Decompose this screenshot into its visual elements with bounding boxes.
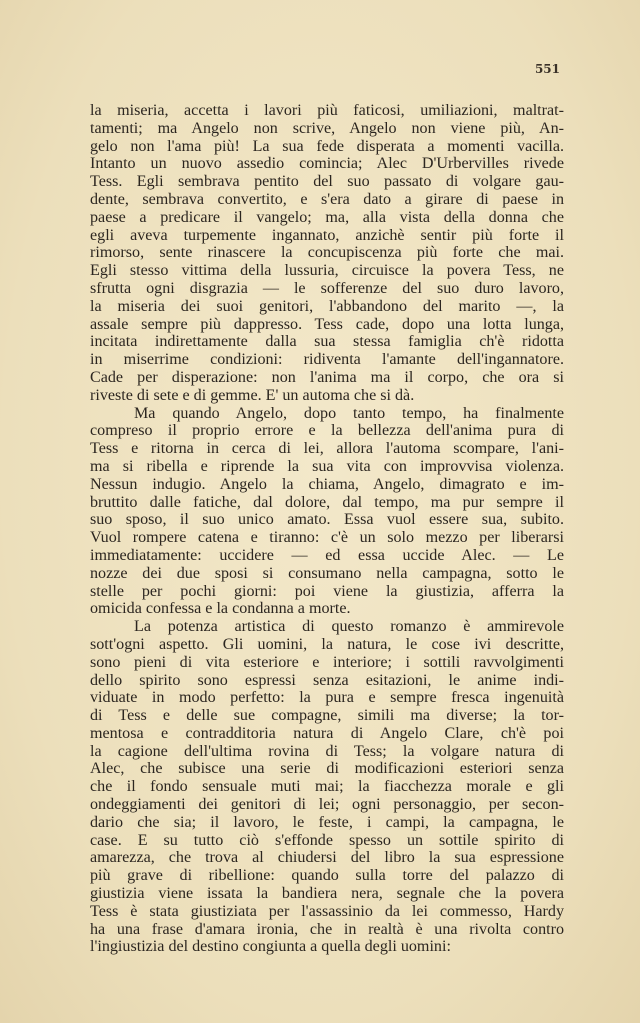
text-line: ondeggiamenti dei genitori di lei; ogni personaggio, per secon- (90, 796, 564, 814)
text-line: dario che sia; il lavoro, le feste, i campi, la campagna, le (90, 813, 564, 831)
text-line: la cagione dell'ultima rovina di Tess; la volgare natura di (90, 742, 564, 760)
page-number: 551 (534, 62, 560, 76)
text-line: compreso il proprio errore e la bellezza dell'anima pura di (90, 422, 564, 440)
text-line: mentosa e contradditoria natura di Angelo Clare, ch'è poi (90, 724, 564, 742)
text-line: Tess e ritorna in cerca di lei, allora l'automa scompare, l'ani- (90, 440, 564, 458)
text-line: dello spirito sono espressi senza esitazioni, le anime indi- (90, 671, 564, 689)
text-line: case. E su tutto ciò s'effonde spesso un sottile spirito di (90, 831, 564, 849)
text-line: La potenza artistica di questo romanzo è ammirevole (134, 618, 564, 636)
body-text (90, 102, 564, 956)
text-line: Egli stesso vittima della lussuria, circuisce la povera Tess, ne (90, 262, 564, 280)
text-line: paese a predicare il vangelo; ma, alla vista della donna che (90, 208, 564, 226)
text-line: Cade per disperazione: non l'anima ma il corpo, che ora si (90, 368, 564, 386)
text-line: più grave di ribellione: quando sulla torre del palazzo di (90, 867, 564, 885)
text-line: ha una frase d'amara ironia, che in realtà è una rivolta contro (90, 920, 564, 938)
text-line: Alec, che subisce una serie di modificazioni esteriori senza (90, 760, 564, 778)
text-line: di Tess e delle sue compagne, simili ma diverse; la tor- (90, 707, 564, 725)
text-line: Vuol rompere catena e tiranno: c'è un solo mezzo per liberarsi (90, 529, 564, 547)
text-line: in miserrime condizioni: ridiventa l'amante dell'ingannatore. (90, 351, 564, 369)
text-line: incitata indirettamente dalla sua stessa famiglia ch'è ridotta (90, 333, 564, 351)
text-line: dente, sembrava convertito, e s'era dato a girare di paese in (90, 190, 564, 208)
text-line: la miseria, accetta i lavori più faticosi, umiliazioni, maltrat- (90, 102, 564, 119)
text-line: che il fondo sensuale muti mai; la fiacchezza morale e gli (90, 778, 564, 796)
text-line: Tess è stata giustiziata per l'assassinio da lei commesso, Hardy (90, 902, 564, 920)
text-line: Tess. Egli sembrava pentito del suo passato di volgare gau- (90, 173, 564, 191)
text-line: amarezza, che trova al chiudersi del libro la sua espressione (90, 849, 564, 867)
text-line: rimorso, sente rinascere la concupiscenza più forte che mai. (90, 244, 564, 262)
paragraph (90, 102, 564, 405)
text-line: sott'ogni aspetto. Gli uomini, la natura, le cose ivi descritte, (90, 635, 564, 653)
paragraph (90, 618, 564, 956)
text-line: tamenti; ma Angelo non scrive, Angelo non viene più, An- (90, 119, 564, 137)
text-line: ma si ribella e riprende la sua vita con improvvisa violenza. (90, 457, 564, 475)
paragraph (90, 405, 564, 619)
text-line: l'ingiustizia del destino congiunta a quella degli uomini: (90, 938, 451, 956)
text-line: egli aveva turpemente ingannato, anzichè sentir più forte il (90, 226, 564, 244)
text-line: omicida confessa e la condanna a morte. (90, 600, 351, 618)
text-line: la miseria dei suoi genitori, l'abbandono del marito —, la (90, 297, 564, 315)
text-line: stelle per pochi giorni: poi viene la giustizia, afferra la (90, 582, 564, 600)
text-line: immediatamente: uccidere — ed essa uccide Alec. — Le (90, 546, 564, 564)
text-line: bruttito dalle fatiche, dal dolore, dal tempo, ma pur sempre il (90, 493, 564, 511)
text-line: sfrutta ogni disgrazia — le sofferenze del suo duro lavoro, (90, 279, 564, 297)
text-line: Nessun indugio. Angelo la chiama, Angelo, dimagrato e im- (90, 475, 564, 493)
text-line: suo sposo, il suo unico amato. Essa vuol essere sua, subito. (90, 511, 564, 529)
text-line: Intanto un nuovo assedio comincia; Alec D'Urbervilles rivede (90, 155, 564, 173)
text-line: riveste di sete e di gemme. E' un automa che si dà. (90, 386, 415, 404)
text-line: gelo non l'ama più! La sua fede disperata a momenti vacilla. (90, 137, 564, 155)
text-line: giustizia viene issata la bandiera nera, segnale che la povera (90, 885, 564, 903)
text-line: nozze dei due sposi si consumano nella campagna, sotto le (90, 564, 564, 582)
text-line: sono pieni di vita esteriore e interiore; i sottili ravvolgimenti (90, 653, 564, 671)
text-line: assale sempre più dappresso. Tess cade, dopo una lotta lunga, (90, 315, 564, 333)
text-line: Ma quando Angelo, dopo tanto tempo, ha finalmente (134, 404, 564, 422)
text-line: viduate in modo perfetto: la pura e sempre fresca ingenuità (90, 689, 564, 707)
